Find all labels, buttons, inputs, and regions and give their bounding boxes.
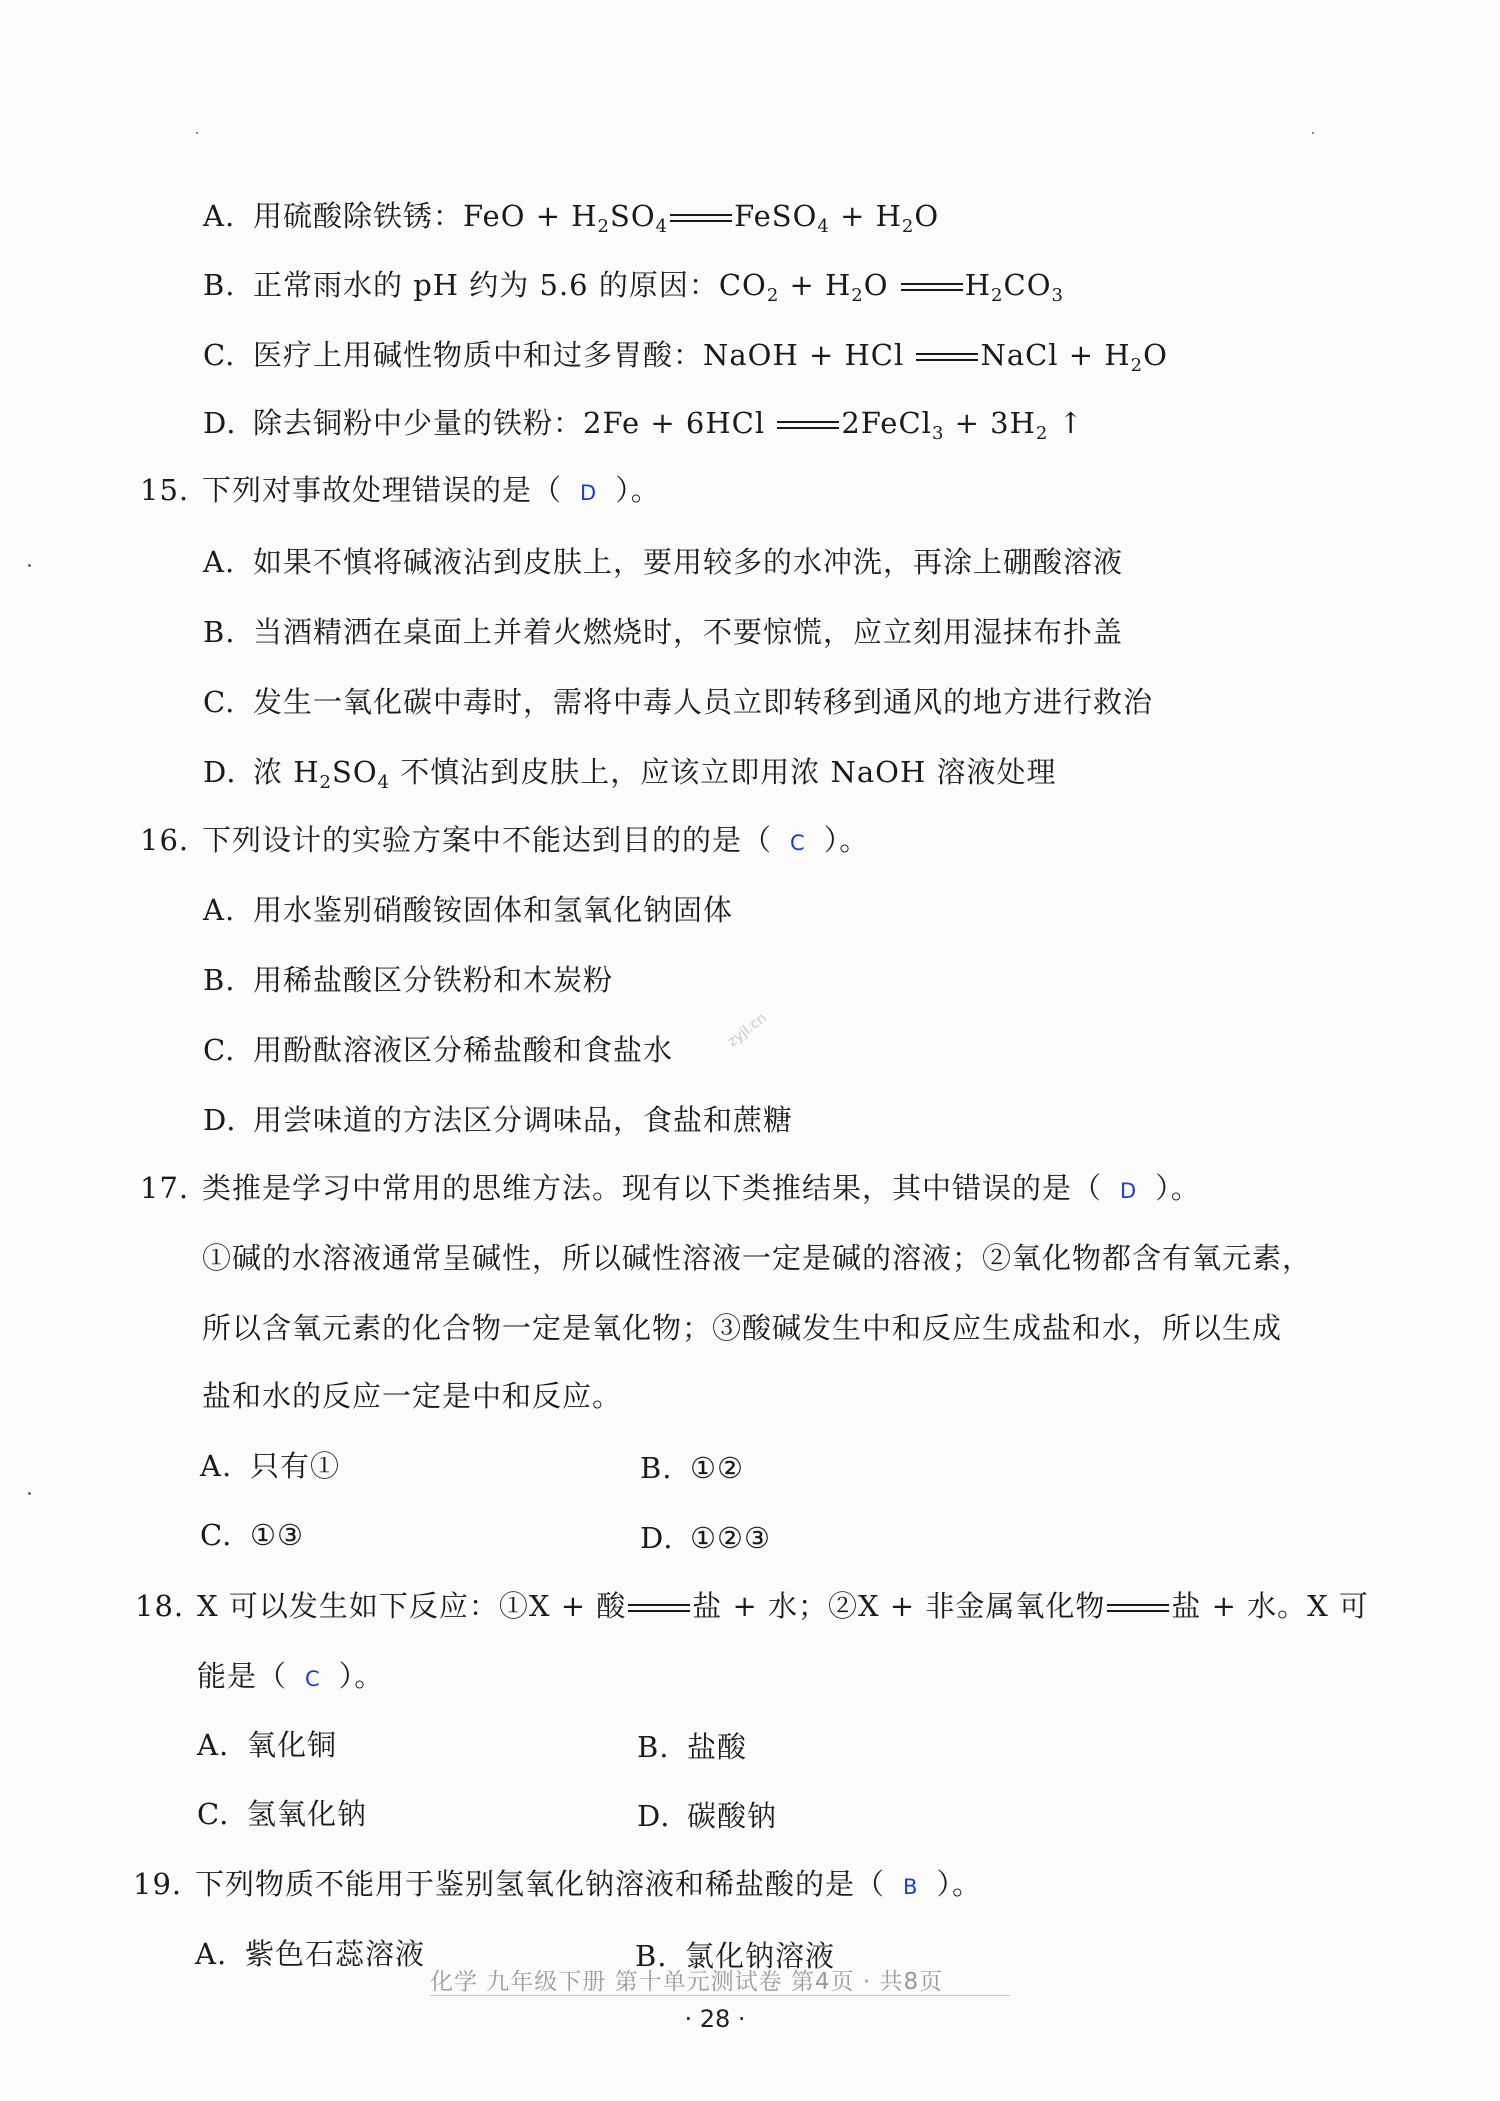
option-label: C. xyxy=(197,1797,230,1831)
q17-body-line-1: ①碱的水溶液通常呈碱性，所以碱性溶液一定是碱的溶液；②氧化物都含有氧元素， xyxy=(202,1241,1313,1275)
formula-part: + H xyxy=(779,268,852,302)
question-number: 15. xyxy=(140,473,190,507)
answer-mark: D xyxy=(1120,1179,1138,1203)
option-label: A. xyxy=(203,199,236,233)
option-label: C. xyxy=(203,1033,236,1067)
option-label: B. xyxy=(637,1730,670,1764)
question-text: 类推是学习中常用的思维方法。现有以下类推结果，其中错误的是（ xyxy=(202,1171,1103,1205)
option-label: B. xyxy=(203,268,236,302)
subscript: 2 xyxy=(901,216,915,237)
equation-sign xyxy=(1107,1603,1169,1613)
equation-sign xyxy=(670,213,732,223)
subscript: 2 xyxy=(1035,423,1049,444)
option-text: ①② xyxy=(690,1451,744,1485)
question-text-end: ）。 xyxy=(1155,1171,1201,1205)
option-label: D. xyxy=(203,1103,237,1137)
option-label: D. xyxy=(203,406,237,440)
q17-option-d xyxy=(640,1518,771,1558)
option-text: ①③ xyxy=(250,1518,304,1552)
q18-option-c xyxy=(197,1794,367,1834)
option-text: 发生一氧化碳中毒时，需将中毒人员立即转移到通风的地方进行救治 xyxy=(253,685,1154,719)
equation-sign xyxy=(901,282,963,292)
page-number: · 28 · xyxy=(684,2005,746,2033)
q19-option-a xyxy=(195,1934,425,1974)
subscript: 2 xyxy=(766,285,780,306)
q16-option-a xyxy=(203,890,733,930)
question-text-end: ）。 xyxy=(338,1659,385,1693)
q17-stem xyxy=(140,1168,1201,1211)
option-label: A. xyxy=(197,1728,230,1762)
question-text: 盐 + 水。X 可 xyxy=(1171,1589,1369,1623)
option-text: 用尝味道的方法区分调味品，食盐和蔗糖 xyxy=(253,1103,794,1137)
scan-speck xyxy=(28,564,31,567)
option-text: 用水鉴别硝酸铵固体和氢氧化钠固体 xyxy=(253,893,734,927)
option-label: B. xyxy=(640,1451,673,1485)
option-label: C. xyxy=(203,685,236,719)
question-number: 17. xyxy=(140,1171,190,1205)
formula-part: O xyxy=(863,268,899,302)
scan-speck xyxy=(196,132,198,134)
option-label: D. xyxy=(203,755,237,789)
footer-divider xyxy=(430,1995,1010,1996)
answer-mark: C xyxy=(790,831,806,855)
q17-body-line-3: 盐和水的反应一定是中和反应。 xyxy=(202,1379,623,1413)
subscript: 4 xyxy=(817,216,830,237)
option-text: 盐酸 xyxy=(687,1730,748,1764)
formula-part: ↑ xyxy=(1048,406,1084,440)
q17-body-line-2: 所以含氧元素的化合物一定是氧化物；③酸碱发生中和反应生成盐和水，所以生成 xyxy=(202,1311,1283,1345)
option-label: D. xyxy=(637,1799,671,1833)
q17-option-a xyxy=(200,1446,340,1486)
subscript: 3 xyxy=(931,423,945,444)
option-text: 医疗上用碱性物质中和过多胃酸：NaOH + HCl xyxy=(253,338,915,372)
formula-part: 2FeCl xyxy=(841,406,932,440)
q15-stem xyxy=(140,470,661,513)
q15-option-b xyxy=(203,612,1123,652)
option-text: 氯化钠溶液 xyxy=(685,1939,836,1973)
answer-mark: D xyxy=(580,481,598,505)
q15-option-c xyxy=(203,682,1153,722)
option-label: D. xyxy=(640,1521,674,1555)
q18-option-d xyxy=(637,1796,777,1836)
option-label: B. xyxy=(203,963,236,997)
question-text-end: ）。 xyxy=(936,1867,982,1901)
question-text: 下列对事故处理错误的是（ xyxy=(202,473,563,507)
question-text-end: ）。 xyxy=(823,823,870,857)
question-text: 下列物质不能用于鉴别氢氧化钠溶液和稀盐酸的是（ xyxy=(195,1867,886,1901)
option-label: C. xyxy=(200,1518,233,1552)
option-text: 如果不慎将碱液沾到皮肤上，要用较多的水冲洗，再涂上硼酸溶液 xyxy=(253,545,1124,579)
subscript: 2 xyxy=(319,772,332,793)
question-text: 能是（ xyxy=(197,1659,288,1693)
formula-part: O xyxy=(914,199,940,233)
formula-part: H xyxy=(964,268,992,302)
q16-option-b xyxy=(203,960,613,1000)
page-footer: 化学 九年级下册 第十单元测试卷 第4页 · 共8页 xyxy=(430,1969,944,1995)
q19-stem xyxy=(133,1864,982,1907)
option-label: A. xyxy=(203,893,236,927)
formula-part: + 3H xyxy=(944,406,1036,440)
q14-option-b xyxy=(203,265,1064,305)
option-text: 正常雨水的 pH 约为 5.6 的原因：CO xyxy=(253,268,767,302)
option-text: 紫色石蕊溶液 xyxy=(245,1937,426,1971)
equation-sign xyxy=(916,352,978,362)
q14-option-a xyxy=(203,196,939,236)
question-text: 盐 + 水；②X + 非金属氧化物 xyxy=(692,1589,1106,1623)
question-number: 19. xyxy=(133,1867,183,1901)
formula-part: SO xyxy=(331,755,378,789)
q15-option-d xyxy=(203,752,1056,792)
option-text: 只有① xyxy=(250,1449,341,1483)
option-text: 氢氧化钠 xyxy=(247,1797,368,1831)
q16-option-d xyxy=(203,1100,793,1140)
subscript: 4 xyxy=(655,216,669,237)
formula-part: FeSO xyxy=(734,199,818,233)
q18-option-b xyxy=(637,1727,747,1767)
equation-sign xyxy=(628,1603,690,1613)
formula-part: NaCl + H xyxy=(980,338,1131,372)
subscript: 2 xyxy=(597,216,610,237)
q16-stem xyxy=(140,820,869,863)
option-label: A. xyxy=(203,545,236,579)
option-text-rest: 不慎沾到皮肤上，应该立即用浓 NaOH 溶液处理 xyxy=(390,755,1057,789)
formula-part: + H xyxy=(829,199,902,233)
scan-speck xyxy=(1312,132,1314,134)
equation-sign xyxy=(777,420,839,430)
subscript: 2 xyxy=(851,285,864,306)
option-text: 除去铜粉中少量的铁粉：2Fe + 6HCl xyxy=(253,406,776,440)
option-text: 浓 H xyxy=(253,755,320,789)
option-text: ①②③ xyxy=(690,1521,771,1555)
formula-part: O xyxy=(1143,338,1168,372)
option-text: 当酒精洒在桌面上并着火燃烧时，不要惊慌，应立刻用湿抹布扑盖 xyxy=(253,615,1124,649)
subscript: 2 xyxy=(1130,355,1144,376)
question-number: 16. xyxy=(140,823,190,857)
option-text: 碳酸钠 xyxy=(687,1799,778,1833)
q18-option-a xyxy=(197,1725,337,1765)
option-text: 用稀盐酸区分铁粉和木炭粉 xyxy=(253,963,614,997)
watermark: zyjl.cn xyxy=(724,1010,770,1050)
option-label: C. xyxy=(203,338,236,372)
option-label: B. xyxy=(203,615,236,649)
subscript: 2 xyxy=(991,285,1004,306)
option-text: 氧化铜 xyxy=(247,1728,338,1762)
q14-option-d xyxy=(203,403,1084,443)
question-text-end: ）。 xyxy=(615,473,661,507)
scan-speck xyxy=(28,1492,31,1495)
answer-mark: B xyxy=(903,1875,919,1899)
subscript: 3 xyxy=(1051,285,1064,306)
q17-option-b xyxy=(640,1448,744,1488)
option-text: 用硫酸除铁锈：FeO + H xyxy=(253,199,598,233)
question-text: X 可以发生如下反应：①X + 酸 xyxy=(197,1589,627,1623)
q18-stem-line-2 xyxy=(197,1656,384,1699)
option-label: B. xyxy=(635,1939,668,1973)
formula-part: CO xyxy=(1003,268,1052,302)
q15-option-a xyxy=(203,542,1123,582)
answer-mark: C xyxy=(305,1667,321,1691)
q17-option-c xyxy=(200,1515,304,1555)
option-label: A. xyxy=(195,1937,228,1971)
question-number: 18. xyxy=(135,1589,185,1623)
q18-stem xyxy=(135,1586,1369,1626)
option-text: 用酚酞溶液区分稀盐酸和食盐水 xyxy=(253,1033,674,1067)
q16-option-c xyxy=(203,1030,673,1070)
formula-part: SO xyxy=(609,199,656,233)
question-text: 下列设计的实验方案中不能达到目的的是（ xyxy=(202,823,773,857)
q14-option-c xyxy=(203,335,1168,375)
subscript: 4 xyxy=(377,772,391,793)
option-label: A. xyxy=(200,1449,233,1483)
